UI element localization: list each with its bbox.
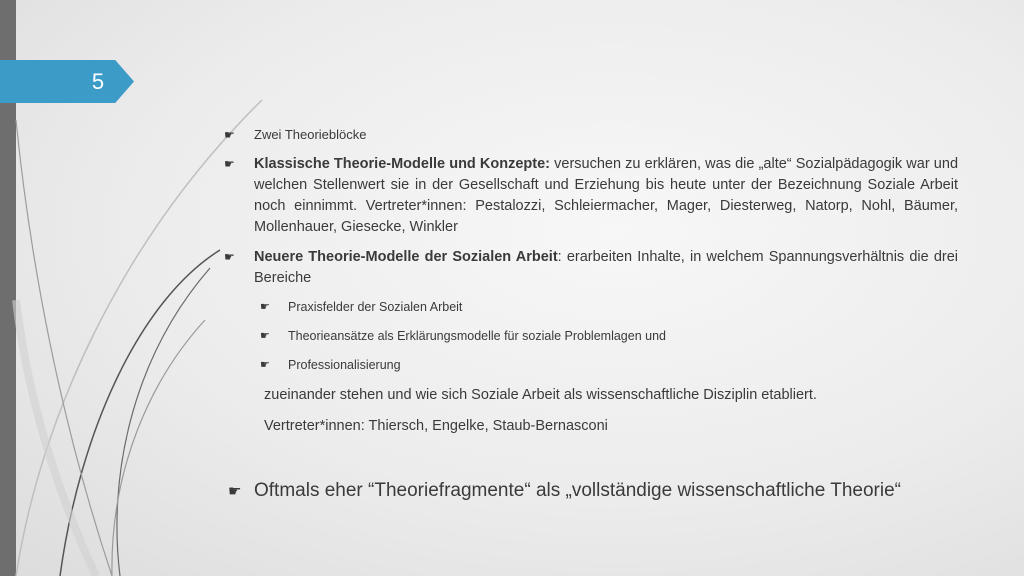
sub-bullet-text: Theorieansätze als Erklärungsmodelle für soziale Problemlagen und (288, 329, 666, 343)
pointing-hand-icon: ☛ (228, 483, 242, 500)
slide-content (222, 125, 958, 503)
pointing-hand-icon: ☛ (224, 128, 235, 142)
bullet-item (222, 479, 958, 503)
sub-bullet-text: Praxisfelder der Sozialen Arbeit (288, 300, 463, 314)
sub-bullet-text: Professionalisierung (288, 358, 401, 372)
bullet-text: Zwei Theorieblöcke (254, 127, 367, 142)
sub-bullet-item (222, 327, 958, 345)
continuation-text: zueinander stehen und wie sich Soziale Arbeit als wissenschaftliche Disziplin etabliert. (264, 387, 817, 403)
bullet-item (222, 154, 958, 238)
representatives-text: Vertreter*innen: Thiersch, Engelke, Staub-Bernasconi (264, 418, 608, 434)
pointing-hand-icon: ☛ (224, 157, 235, 171)
bullet-item (222, 125, 958, 145)
bullet-item (222, 247, 958, 289)
sub-bullet-item (222, 298, 958, 316)
pointing-hand-icon: ☛ (224, 250, 235, 264)
bullet-text: versuchen zu erklären, was die „alte“ Sozialpädagogik war und welchen Stellenwert sie in der Gesellschaft und Erziehung bis heute unter der Bezeichnung Soziale Arbeit noch einnimmt. Vertreter*innen: Pestalozzi, Schleiermacher, Mager, Diesterweg, Natorp, Nohl, Bäumer, Mollenhauer, Giesecke, Winkler (254, 156, 959, 235)
pointing-hand-icon: ☛ (260, 330, 270, 342)
bullet-bold-text: Klassische Theorie-Modelle und Konzepte: (254, 156, 551, 172)
sub-bullet-item (222, 356, 958, 374)
pointing-hand-icon: ☛ (260, 359, 270, 371)
bullet-text: : erarbeiten Inhalte, in welchem Spannungsverhältnis die drei Bereiche (254, 249, 958, 286)
pointing-hand-icon: ☛ (260, 301, 270, 313)
slide-number-tab (0, 60, 134, 103)
slide-number: 5 (91, 69, 105, 94)
bullet-bold-text: Neuere Theorie-Modelle der Sozialen Arbeit (254, 249, 558, 265)
bullet-text: Oftmals eher “Theoriefragmente“ als „vollständige wissenschaftliche Theorie“ (254, 480, 901, 501)
